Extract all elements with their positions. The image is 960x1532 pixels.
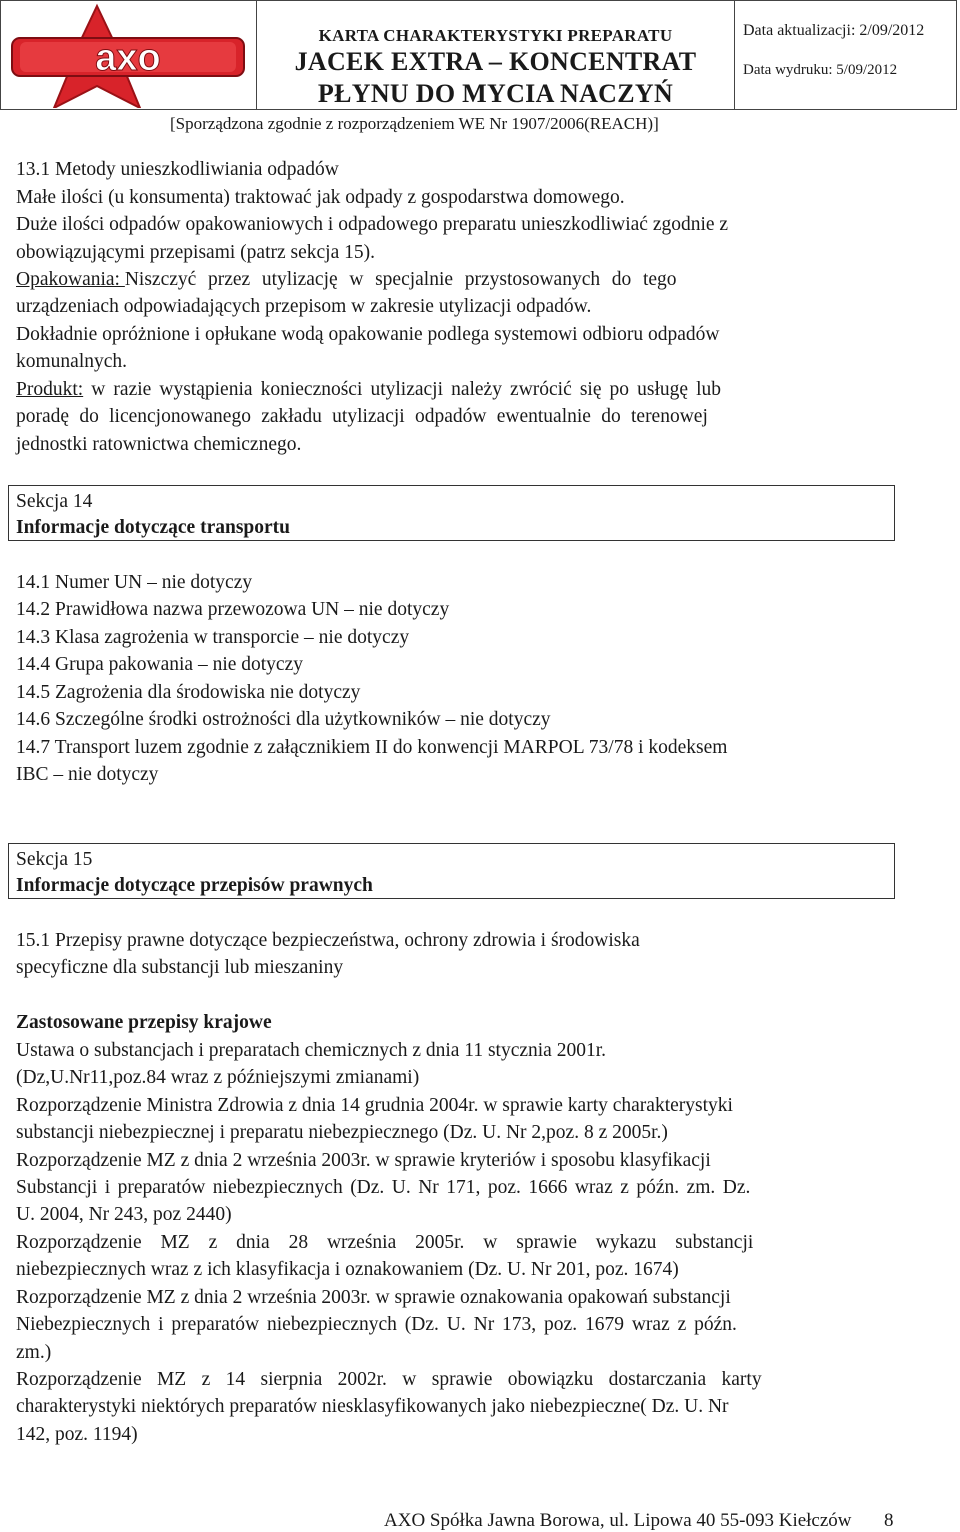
s13-p5c: jednostki ratownictwa chemicznego. — [16, 434, 302, 455]
s14-item: 14.2 Prawidłowa nazwa przewozowa UN – nie dotyczy — [16, 599, 450, 620]
s14-item: 14.7 Transport luzem zgodnie z załącznikiem II do konwencji MARPOL 73/78 i kodeksem — [16, 737, 728, 758]
s13-p5a-line — [16, 380, 721, 400]
s14-item: 14.1 Numer UN – nie dotyczy — [16, 572, 253, 593]
s13-p5b: poradę do licencjonowanego zakładu utylizacji odpadów ewentualnie do terenowej — [16, 406, 708, 427]
title-cell — [257, 0, 735, 110]
s15-line: Substancji i preparatów niebezpiecznych (Dz. U. Nr 171, poz. 1666 wraz z późn. zm. Dz. — [16, 1177, 751, 1198]
s13-p3a-line — [16, 270, 677, 290]
s13-p4b: komunalnych. — [16, 351, 128, 372]
card-title: KARTA CHARAKTERYSTYKI PREPARATU — [318, 26, 673, 45]
s15-p1a: 15.1 Przepisy prawne dotyczące bezpieczeństwa, ochrony zdrowia i środowiska — [16, 930, 640, 951]
s13-heading: 13.1 Metody unieszkodliwiania odpadów — [16, 159, 339, 180]
s14-item: 14.5 Zagrożenia dla środowiska nie dotyczy — [16, 682, 361, 703]
product-name-line2: PŁYNU DO MYCIA NACZYŃ — [317, 79, 674, 108]
s13-p5a: w razie wystąpienia konieczności utylizacji należy zwrócić się po usługę lub — [83, 379, 722, 400]
packaging-label: Opakowania: — [16, 269, 125, 290]
product-name-line1: JACEK EXTRA – KONCENTRAT — [294, 47, 697, 76]
s15-line: Rozporządzenie Ministra Zdrowia z dnia 14 grudnia 2004r. w sprawie karty charakterystyki — [16, 1095, 733, 1116]
product-label: Produkt: — [16, 379, 84, 400]
section-15-box — [8, 843, 895, 899]
s14-item: IBC – nie dotyczy — [16, 764, 159, 785]
s15-line: Rozporządzenie MZ z dnia 28 września 2005r. w sprawie wykazu substancji — [16, 1232, 754, 1253]
document-header — [0, 0, 958, 113]
s15-line: (Dz,U.Nr11,poz.84 wraz z późniejszymi zmianami) — [16, 1067, 420, 1088]
logo-text: axo — [95, 37, 161, 79]
s13-p2a: Duże ilości odpadów opakowaniowych i odpadowego preparatu unieszkodliwiać zgodnie z — [16, 214, 729, 235]
section-14-box — [8, 485, 895, 541]
s15-line: zm.) — [16, 1342, 52, 1363]
axo-logo — [2, 2, 252, 108]
update-date: Data aktualizacji: 2/09/2012 — [743, 22, 925, 39]
section-15-title: Informacje dotyczące przepisów prawnych — [16, 875, 373, 896]
s15-line: niebezpiecznych wraz z ich klasyfikacja i oznakowaniem (Dz. U. Nr 201, poz. 1674) — [16, 1259, 679, 1280]
s15-line: substancji niebezpiecznej i preparatu niebezpiecznego (Dz. U. Nr 2,poz. 8 z 2005r.) — [16, 1122, 668, 1143]
footer-company: AXO Spółka Jawna Borowa, ul. Lipowa 40 55-093 Kiełczów — [384, 1510, 852, 1531]
s15-line: Rozporządzenie MZ z dnia 2 września 2003r. w sprawie oznakowania opakowań substancji — [16, 1287, 731, 1308]
s13-p4a: Dokładnie opróżnione i opłukane wodą opakowanie podlega systemowi odbioru odpadów — [16, 324, 720, 345]
s15-line: charakterystyki niektórych preparatów niesklasyfikowanych jako niebezpieczne( Dz. U. Nr — [16, 1396, 729, 1417]
section-14-title: Informacje dotyczące transportu — [16, 517, 291, 538]
s14-item: 14.4 Grupa pakowania – nie dotyczy — [16, 654, 303, 675]
s14-item: 14.3 Klasa zagrożenia w transporcie – nie dotyczy — [16, 627, 410, 648]
s15-line: Niebezpiecznych i preparatów niebezpiecznych (Dz. U. Nr 173, poz. 1679 wraz z późn. — [16, 1314, 737, 1335]
date-cell — [735, 0, 957, 110]
s13-p3a: Niszczyć przez utylizację w specjalnie przystosowanych do tego — [124, 269, 677, 290]
s15-line: U. 2004, Nr 243, poz 2440) — [16, 1204, 232, 1225]
s15-subheading: Zastosowane przepisy krajowe — [16, 1012, 272, 1033]
s15-line: Ustawa o substancjach i preparatach chemicznych z dnia 11 stycznia 2001r. — [16, 1040, 607, 1061]
s13-p2b: obowiązującymi przepisami (patrz sekcja 15). — [16, 242, 375, 263]
page-number: 8 — [884, 1510, 894, 1531]
s15-p1b: specyficzne dla substancji lub mieszaniny — [16, 957, 344, 978]
logo-cell — [0, 0, 257, 110]
section-15-label: Sekcja 15 — [16, 849, 93, 870]
s13-p1: Małe ilości (u konsumenta) traktować jak odpady z gospodarstwa domowego. — [16, 187, 625, 208]
s13-p3b: urządzeniach odpowiadających przepisom w zakresie utylizacji odpadów. — [16, 296, 592, 317]
s15-line: 142, poz. 1194) — [16, 1424, 138, 1445]
s15-line: Rozporządzenie MZ z dnia 2 września 2003r. w sprawie kryteriów i sposobu klasyfikacji — [16, 1150, 711, 1171]
s14-item: 14.6 Szczególne środki ostrożności dla użytkowników – nie dotyczy — [16, 709, 551, 730]
section-14-label: Sekcja 14 — [16, 491, 93, 512]
regulation-note: [Sporządzona zgodnie z rozporządzeniem WE Nr 1907/2006(REACH)] — [170, 114, 659, 133]
s15-line: Rozporządzenie MZ z 14 sierpnia 2002r. w sprawie obowiązku dostarczania karty — [16, 1369, 762, 1390]
print-date: Data wydruku: 5/09/2012 — [743, 62, 898, 78]
